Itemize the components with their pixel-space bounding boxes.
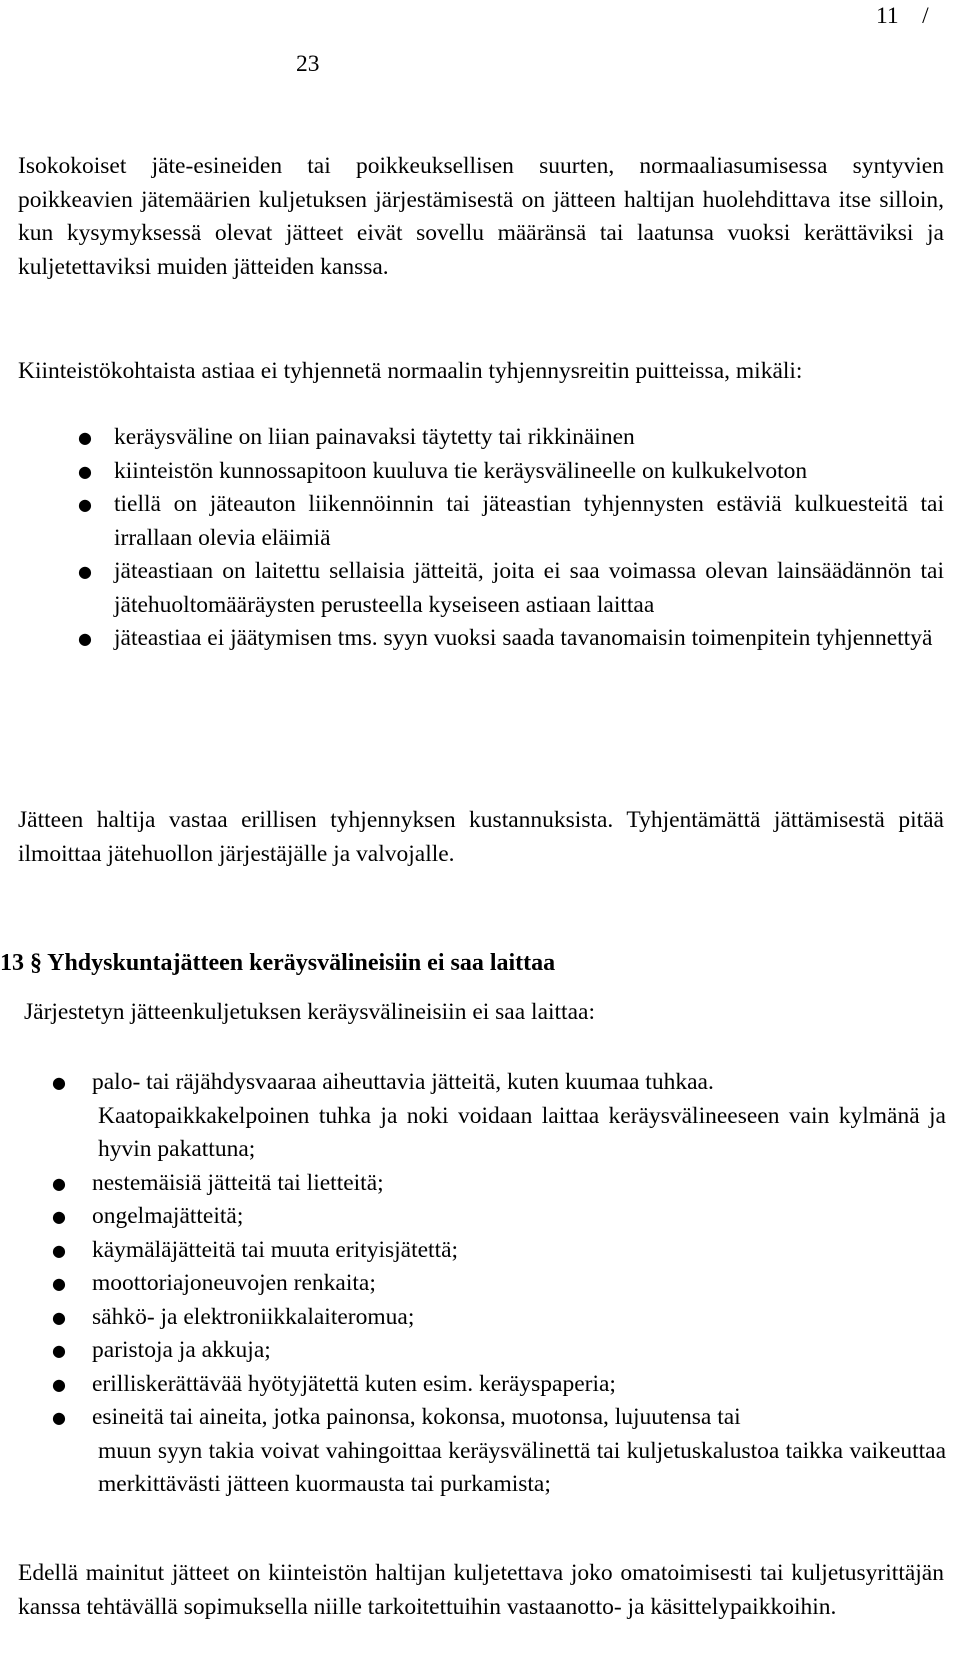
list-item (24, 1401, 946, 1502)
list-item-text: jäteastiaan on laitettu sellaisia jätteitä, joita ei saa voimassa olevan lainsäädännön tai jätehuoltomääräysten perusteella kyseiseen astiaan laittaa (114, 558, 944, 618)
bullet-icon: ● (78, 629, 92, 648)
paragraph-no-emptying-intro: Kiinteistökohtaista astiaa ei tyhjennetä normaalin tyhjennysreitin puitteissa, mikäli: (18, 358, 803, 384)
list-item-text: paristoja ja akkuja; (92, 1337, 271, 1363)
list-item (18, 455, 944, 489)
list-item (18, 555, 944, 622)
bullet-icon: ● (78, 461, 92, 481)
list-item (24, 1066, 946, 1167)
bullet-icon: ● (52, 1207, 66, 1226)
list-item (18, 622, 944, 656)
bullet-icon: ● (78, 562, 92, 581)
bullet-icon: ● (52, 1173, 66, 1193)
list-item (24, 1200, 946, 1234)
list-item (18, 488, 944, 555)
list-item-continuation: muun syyn takia voivat vahingoittaa keräysvälinettä tai kuljetuskalustoa taikka vaikeuttaa merkittävästi jätteen kuormausta tai purkamista; (98, 1437, 946, 1497)
page-number-current (876, 2, 929, 30)
list-item-text: tiellä on jäteauton liikennöinnin tai jäteastian tyhjennysten estäviä kulkuesteitä tai irrallaan olevia eläimiä (114, 491, 944, 551)
bullet-icon: ● (52, 1240, 66, 1260)
list-item-text: palo- tai räjähdysvaaraa aiheuttavia jätteitä, kuten kuumaa tuhkaa. (92, 1069, 714, 1095)
bullet-icon: ● (78, 428, 92, 447)
list-item-text: sähkö- ja elektroniikkalaiteromua; (92, 1303, 415, 1330)
bullet-icon: ● (78, 495, 92, 514)
list-item (24, 1301, 946, 1335)
bullet-icon: ● (52, 1341, 66, 1360)
section-heading: 13 § Yhdyskuntajätteen keräysvälineisiin ei saa laittaa (0, 949, 556, 976)
list-item-text: esineitä tai aineita, jotka painonsa, kokonsa, muotonsa, lujuutensa tai (92, 1404, 741, 1430)
list-item (24, 1334, 946, 1368)
bullet-icon: ● (52, 1073, 66, 1092)
paragraph-bulky-waste: Isokokoiset jäte-esineiden tai poikkeuksellisen suurten, normaaliasumisessa syntyvien poikkeavien jätemäärien kuljetuksen järjestämisestä on jätteen haltijan huolehdittava itse silloin, kun kysymyksessä olevat jätteet eivät sovellu määränsä tai laatunsa vuoksi kerättäviksi ja kuljetettaviksi muiden jätteiden kanssa. (18, 153, 944, 280)
page-number-separator: / (922, 3, 929, 29)
list-item (24, 1234, 946, 1268)
bullet-icon: ● (52, 1374, 66, 1394)
list-item-text: kiinteistön kunnossapitoon kuuluva tie keräysvälineelle on kulkukelvoton (114, 457, 808, 484)
bullet-icon: ● (52, 1274, 66, 1293)
list-item (24, 1267, 946, 1301)
list-item (24, 1368, 946, 1402)
list-item (24, 1167, 946, 1201)
list-item-text: käymäläjätteitä tai muuta erityisjätettä; (92, 1236, 459, 1263)
list-item-text: erilliskerättävää hyötyjätettä kuten esim. keräyspaperia; (92, 1370, 616, 1397)
paragraph-extra-emptying-cost: Jätteen haltija vastaa erillisen tyhjennyksen kustannuksista. Tyhjentämättä jättämisestä pitää ilmoittaa jätehuollon järjestäjälle ja valvojalle. (18, 807, 944, 867)
list-item-text: keräysväline on liian painavaksi täytetty tai rikkinäinen (114, 424, 635, 450)
list-item (18, 421, 944, 455)
list-item-text: nestemäisiä jätteitä tai lietteitä; (92, 1169, 384, 1196)
list-no-emptying-reasons (18, 421, 944, 656)
list-item-text: ongelmajätteitä; (92, 1203, 244, 1229)
bullet-icon: ● (52, 1307, 66, 1327)
paragraph-prohibited-intro: Järjestetyn jätteenkuljetuksen keräysvälineisiin ei saa laittaa: (24, 999, 595, 1025)
bullet-icon: ● (52, 1408, 66, 1427)
list-item-continuation: Kaatopaikkakelpoinen tuhka ja noki voidaan laittaa keräysvälineeseen vain kylmänä ja hyvin pakattuna; (98, 1102, 946, 1162)
page-number-current-value: 11 (876, 3, 899, 29)
page-number-total: 23 (296, 51, 320, 77)
list-item-text: moottoriajoneuvojen renkaita; (92, 1270, 376, 1296)
list-prohibited-items (24, 1066, 946, 1502)
list-item-text: jäteastiaa ei jäätymisen tms. syyn vuoksi saada tavanomaisin toimenpitein tyhjennettyä (114, 625, 933, 651)
paragraph-transport-instruction: Edellä mainitut jätteet on kiinteistön haltijan kuljetettava joko omatoimisesti tai kuljetusyrittäjän kanssa tehtävällä sopimuksella niille tarkoitettuihin vastaanotto- ja käsittelypaikkoihin. (18, 1560, 944, 1620)
